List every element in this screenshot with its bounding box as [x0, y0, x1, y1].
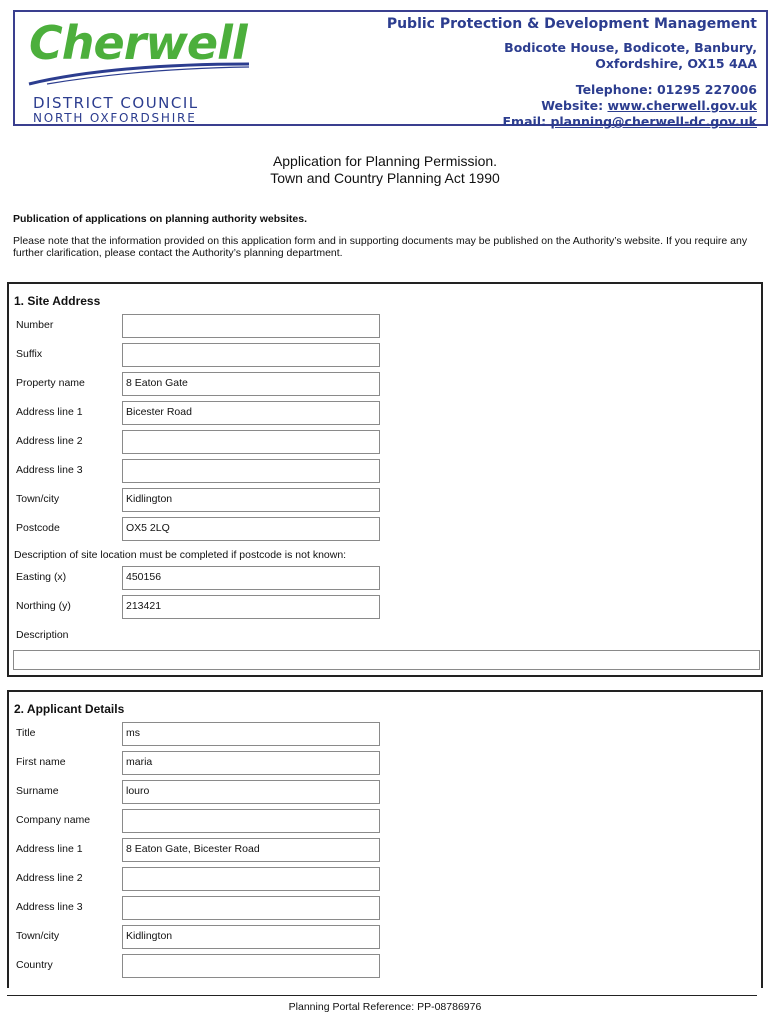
contact-block [387, 16, 757, 130]
first-name-field[interactable]: maria [122, 751, 380, 775]
town-city-field[interactable]: Kidlington [122, 488, 380, 512]
publication-heading: Publication of applications on planning authority websites. [13, 213, 308, 225]
field-row [9, 566, 409, 592]
field-label: Surname [16, 785, 59, 797]
field-row [9, 488, 409, 514]
email [387, 114, 757, 130]
website-label: Website: [541, 98, 608, 113]
suffix-field[interactable] [122, 343, 380, 367]
easting-field[interactable]: 450156 [122, 566, 380, 590]
applicant-details-section [7, 690, 763, 988]
address-line-3-field[interactable] [122, 896, 380, 920]
logo-north-oxfordshire: NORTH OXFORDSHIRE [33, 111, 197, 125]
portal-reference: Planning Portal Reference: PP-08786976 [288, 1001, 482, 1013]
description-label: Description [16, 629, 69, 641]
publication-note: Please note that the information provided on this application form and in supporting documents may be published on the Authority’s website. If you require any further clarification, please contact the Authority’s planning department. [13, 235, 748, 259]
address-line-1-field[interactable]: Bicester Road [122, 401, 380, 425]
number-field[interactable] [122, 314, 380, 338]
field-row [9, 809, 409, 835]
description-field[interactable] [13, 650, 760, 670]
field-label: First name [16, 756, 66, 768]
section-title: 1. Site Address [14, 294, 101, 308]
address-line-2-field[interactable] [122, 867, 380, 891]
field-row [9, 780, 409, 806]
northing-field[interactable]: 213421 [122, 595, 380, 619]
address-line-3-field[interactable] [122, 459, 380, 483]
telephone: Telephone: 01295 227006 [575, 82, 757, 97]
field-label: Property name [16, 377, 85, 389]
field-label: Company name [16, 814, 91, 826]
field-label: Country [16, 959, 53, 971]
field-row [9, 751, 409, 777]
field-row [9, 372, 409, 398]
cherwell-logo [27, 18, 257, 123]
address-line-1-field[interactable]: 8 Eaton Gate, Bicester Road [122, 838, 380, 862]
title-field[interactable]: ms [122, 722, 380, 746]
department-name: Public Protection & Development Management [386, 16, 757, 32]
field-row [9, 314, 409, 340]
field-row [9, 954, 409, 980]
field-label: Town/city [16, 930, 60, 942]
field-row [9, 838, 409, 864]
field-label: Easting (x) [16, 571, 67, 583]
website [387, 98, 757, 114]
field-label: Address line 1 [16, 843, 83, 855]
town-city-field[interactable]: Kidlington [122, 925, 380, 949]
field-label: Title [16, 727, 36, 739]
field-label: Postcode [16, 522, 60, 534]
website-link[interactable]: www.cherwell.gov.uk [607, 98, 757, 113]
field-row [9, 896, 409, 922]
field-label: Address line 2 [16, 872, 83, 884]
field-label: Suffix [16, 348, 43, 360]
field-row [9, 517, 409, 543]
letterhead [13, 10, 768, 129]
field-label: Address line 2 [16, 435, 83, 447]
field-row [9, 430, 409, 456]
field-row [9, 722, 409, 748]
surname-field[interactable]: louro [122, 780, 380, 804]
address-line-2-field[interactable] [122, 430, 380, 454]
email-label: Email: [502, 114, 551, 129]
logo-wordmark: Cherwell [29, 16, 247, 70]
logo-swoosh-icon [27, 62, 252, 86]
field-label: Address line 3 [16, 464, 83, 476]
address-line-1: Bodicote House, Bodicote, Banbury, [504, 40, 757, 55]
field-label: Number [16, 319, 54, 331]
field-row [9, 459, 409, 485]
country-field[interactable] [122, 954, 380, 978]
section-title: 2. Applicant Details [14, 702, 125, 716]
title-line-2: Town and Country Planning Act 1990 [270, 170, 500, 186]
site-address-section [7, 282, 763, 677]
field-label: Northing (y) [16, 600, 71, 612]
address-line-2: Oxfordshire, OX15 4AA [595, 56, 757, 71]
email-link[interactable]: planning@cherwell-dc.gov.uk [550, 114, 757, 129]
document-title [0, 153, 770, 187]
field-row [9, 925, 409, 951]
field-label: Address line 3 [16, 901, 83, 913]
title-line-1: Application for Planning Permission. [272, 153, 498, 169]
field-row [9, 343, 409, 369]
field-row [9, 867, 409, 893]
location-note: Description of site location must be completed if postcode is not known: [14, 549, 347, 561]
field-label: Town/city [16, 493, 60, 505]
field-row [9, 401, 409, 427]
postcode-field[interactable]: OX5 2LQ [122, 517, 380, 541]
field-label: Address line 1 [16, 406, 83, 418]
company-name-field[interactable] [122, 809, 380, 833]
logo-district-council: DISTRICT COUNCIL [33, 94, 199, 112]
property-name-field[interactable]: 8 Eaton Gate [122, 372, 380, 396]
field-row [9, 595, 409, 621]
footer-divider [7, 995, 757, 996]
